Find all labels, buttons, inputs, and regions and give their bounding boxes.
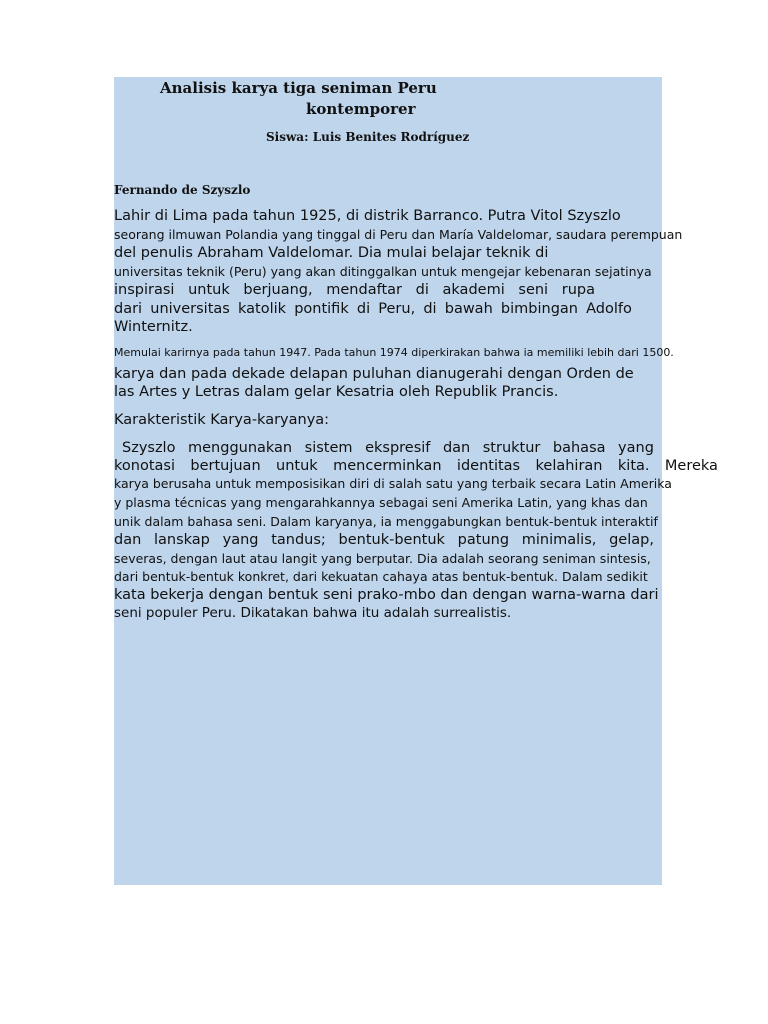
characteristics-line-9: kata bekerja dengan bentuk seni prako-mbo dan dengan warna-warna dari [114,587,659,603]
characteristics-line-1: Szyszlo menggunakan sistem ekspresif dan struktur bahasa yang [122,440,654,456]
bio-line-3: del penulis Abraham Valdelomar. Dia mulai belajar teknik di [114,245,549,261]
title-line-1: Analisis karya tiga seniman Peru [160,79,437,97]
award-line-2: las Artes y Letras dalam gelar Kesatria oleh Republik Prancis. [114,384,559,400]
characteristics-line-4: y plasma técnicas yang mengarahkannya sebagai seni Amerika Latin, yang khas dan [114,495,648,510]
bio-line-5: inspirasi untuk berjuang, mendaftar di akademi seni rupa [114,282,595,298]
characteristics-line-8: dari bentuk-bentuk konkret, dari kekuatan cahaya atas bentuk-bentuk. Dalam sedikit [114,569,648,584]
section-heading: Fernando de Szyszlo [114,183,251,197]
career-line: Memulai karirnya pada tahun 1947. Pada tahun 1974 diperkirakan bahwa ia memiliki lebih dari 1500. [114,346,674,359]
bio-line-2: seorang ilmuwan Polandia yang tinggal di Peru dan María Valdelomar, saudara perempuan [114,227,683,242]
bio-line-1: Lahir di Lima pada tahun 1925, di distrik Barranco. Putra Vitol Szyszlo [114,208,621,224]
characteristics-line-10: seni populer Peru. Dikatakan bahwa itu adalah surrealistis. [114,605,512,621]
characteristics-line-3: karya berusaha untuk memposisikan diri di salah satu yang terbaik secara Latin Amerika [114,476,672,491]
bio-line-7: Winternitz. [114,319,193,335]
bio-line-4: universitas teknik (Peru) yang akan ditinggalkan untuk mengejar kebenaran sejatinya [114,264,652,279]
characteristics-line-5: unik dalam bahasa seni. Dalam karyanya, ia menggabungkan bentuk-bentuk interaktif [114,514,658,529]
student-name: Siswa: Luis Benites Rodríguez [266,130,470,144]
award-line-1: karya dan pada dekade delapan puluhan dianugerahi dengan Orden de [114,366,634,382]
characteristics-line-6: dan lanskap yang tandus; bentuk-bentuk patung minimalis, gelap, [114,532,654,548]
bio-line-6: dari universitas katolik pontifik di Peru, di bawah bimbingan Adolfo [114,301,632,317]
characteristics-line-7: severas, dengan laut atau langit yang berputar. Dia adalah seorang seniman sintesis, [114,551,651,566]
characteristics-heading: Karakteristik Karya-karyanya: [114,412,330,428]
title-line-2: kontemporer [306,100,416,118]
characteristics-line-2: konotasi bertujuan untuk mencerminkan identitas kelahiran kita. Mereka [114,458,718,474]
